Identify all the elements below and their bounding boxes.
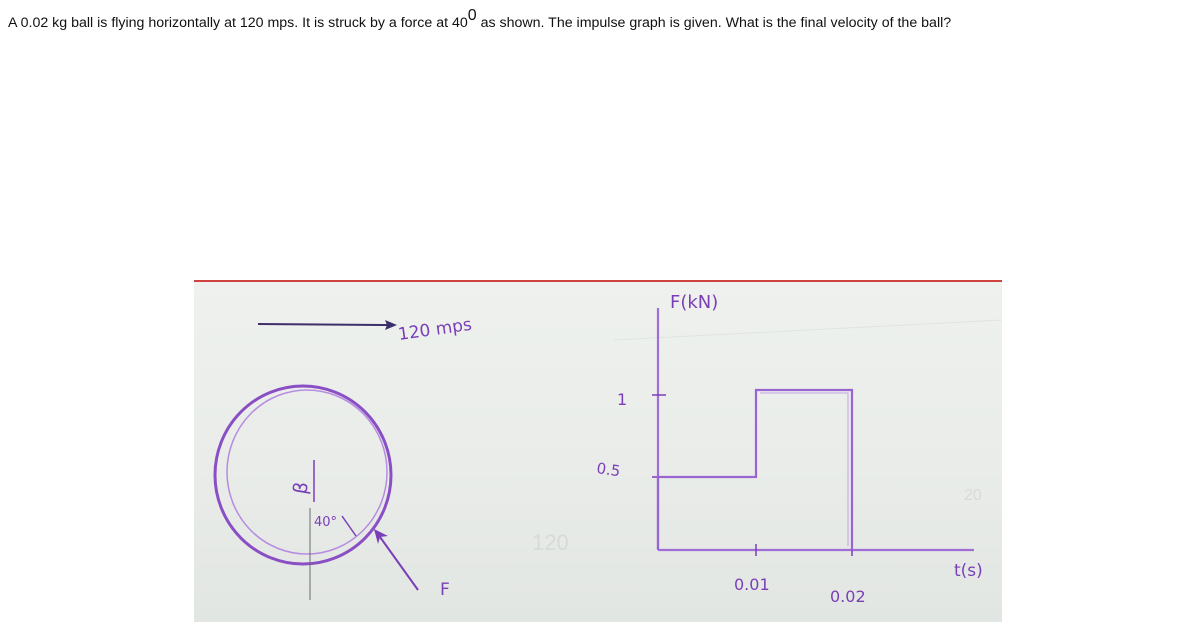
angle-arc bbox=[342, 516, 356, 536]
question-part-2: as shown. The impulse graph is given. What is the final velocity of the ball? bbox=[476, 15, 952, 31]
x-tick-label-0-02: 0.02 bbox=[830, 587, 866, 606]
angle-glyph: β bbox=[289, 480, 314, 496]
angle-label: 40° bbox=[314, 515, 338, 530]
velocity-arrow-shaft bbox=[258, 324, 388, 325]
degree-superscript: 0 bbox=[467, 7, 477, 24]
question-part-1: A 0.02 kg ball is flying horizontally at 120 mps. It is struck by a force at 40 bbox=[8, 15, 468, 31]
y-tick-label-1: 1 bbox=[617, 390, 628, 409]
y-axis-label: F(kN) bbox=[670, 292, 719, 313]
x-axis-label: t(s) bbox=[954, 561, 983, 581]
impulse-step-line bbox=[658, 390, 852, 550]
impulse-step-shadow bbox=[760, 393, 848, 546]
force-label: F bbox=[440, 580, 450, 600]
velocity-label: 120 mps bbox=[396, 314, 474, 345]
force-arrowhead bbox=[374, 529, 388, 544]
ghost-line bbox=[614, 320, 1002, 340]
x-tick-label-0-01: 0.01 bbox=[734, 575, 770, 594]
question-text bbox=[8, 7, 1193, 32]
ball-circle-inner-stroke bbox=[227, 390, 387, 554]
y-tick-label-0-5: 0.5 bbox=[595, 459, 622, 481]
figure-canvas bbox=[194, 280, 1002, 622]
problem-figure bbox=[194, 280, 1002, 622]
force-arrow-shaft bbox=[380, 537, 418, 590]
ghost-text-1: 120 bbox=[532, 530, 569, 555]
ball-circle bbox=[215, 386, 391, 564]
ghost-text-2: 20 bbox=[964, 487, 982, 504]
